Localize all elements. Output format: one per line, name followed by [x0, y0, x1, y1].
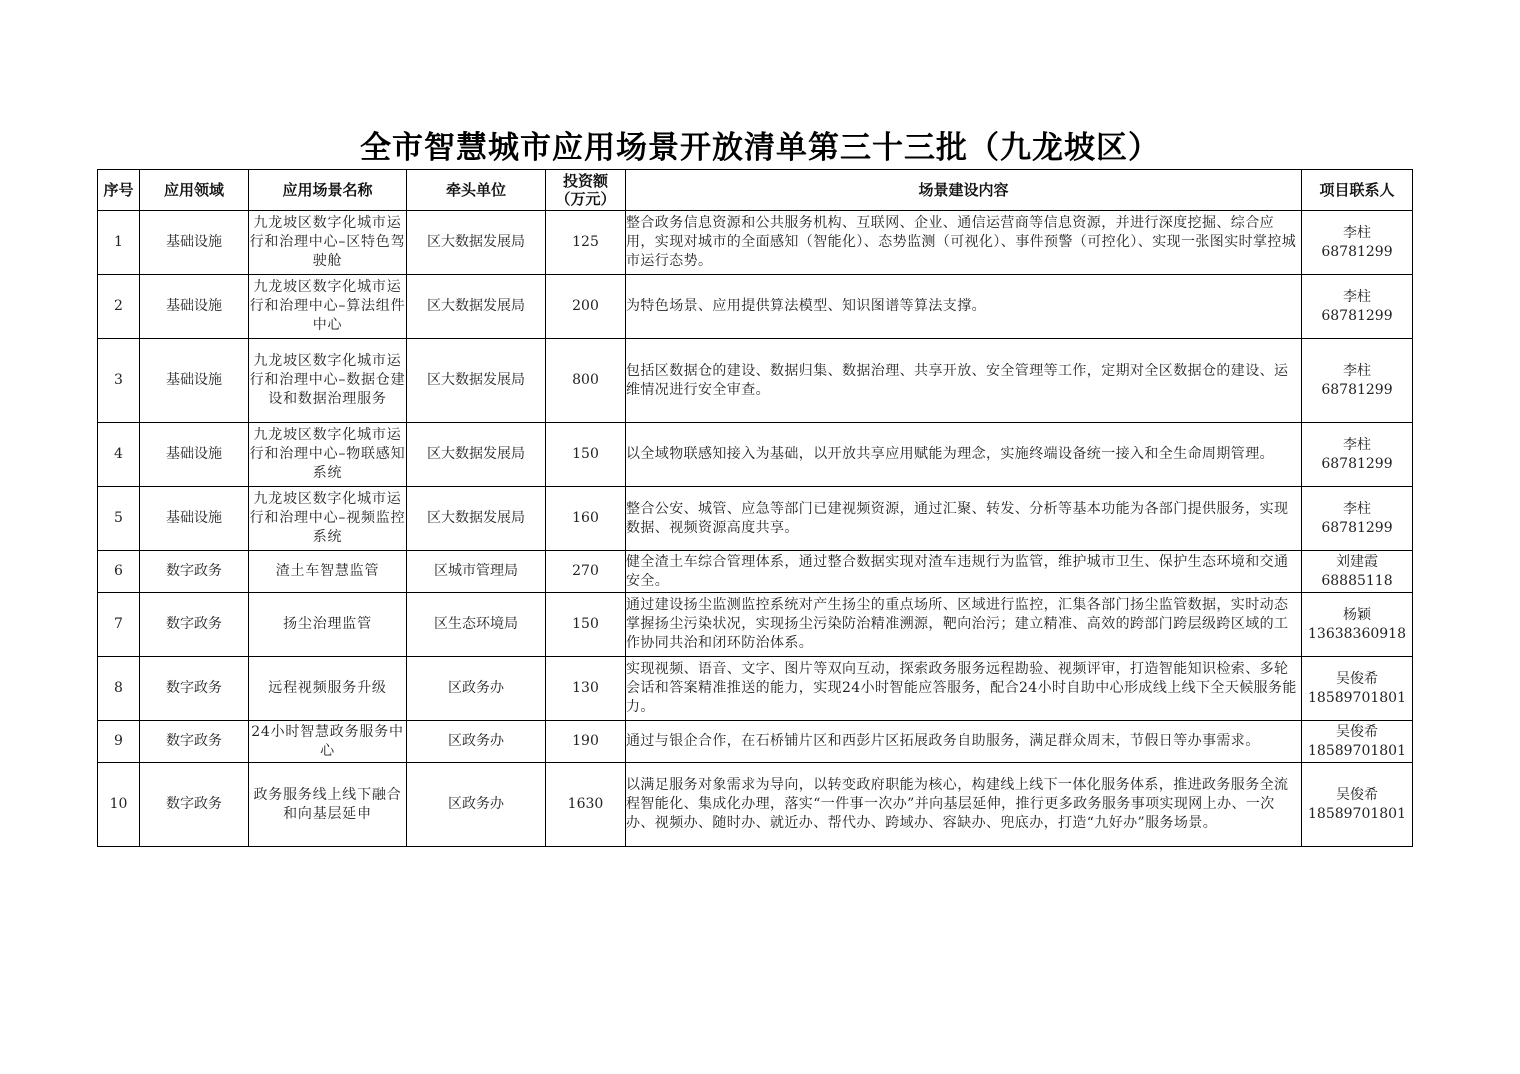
row-content: 通过建设扬尘监测监控系统对产生扬尘的重点场所、区域进行监控，汇集各部门扬尘监管数据，实时动态掌握扬尘污染状况，实现扬尘污染防治精准溯源，靶向治污；建立精准、高效的跨部门跨层级跨区域的工作协同共治和闭环防治体系。 [626, 593, 1302, 657]
contact-phone: 68885118 [1321, 572, 1393, 589]
contact-name: 李柱 [1343, 224, 1371, 241]
row-scene-name: 扬尘治理监管 [249, 593, 407, 657]
row-scene-name: 九龙坡区数字化城市运行和治理中心–数据仓建设和数据治理服务 [249, 339, 407, 423]
header-content: 场景建设内容 [626, 170, 1302, 211]
header-scene-name: 应用场景名称 [249, 170, 407, 211]
row-content: 以全域物联感知接入为基础，以开放共享应用赋能为理念，实施终端设备统一接入和全生命周期管理。 [626, 423, 1302, 487]
table-row [98, 657, 1413, 721]
row-investment: 190 [546, 721, 626, 763]
contact-name: 吴俊希 [1336, 670, 1378, 687]
header-investment [546, 170, 626, 211]
table-row [98, 721, 1413, 763]
row-lead-unit: 区大数据发展局 [407, 275, 546, 339]
row-index: 4 [98, 423, 140, 487]
row-contact [1302, 593, 1413, 657]
table-row [98, 339, 1413, 423]
row-content: 健全渣土车综合管理体系，通过整合数据实现对渣车违规行为监管，维护城市卫生、保护生态环境和交通安全。 [626, 551, 1302, 593]
row-investment: 150 [546, 593, 626, 657]
row-scene-name: 九龙坡区数字化城市运行和治理中心–区特色驾驶舱 [249, 211, 407, 275]
contact-phone: 18589701801 [1308, 689, 1406, 706]
row-investment: 130 [546, 657, 626, 721]
table-header-row [98, 170, 1413, 211]
row-index: 2 [98, 275, 140, 339]
contact-phone: 68781299 [1321, 455, 1393, 472]
row-scene-name: 九龙坡区数字化城市运行和治理中心–算法组件中心 [249, 275, 407, 339]
row-lead-unit: 区政务办 [407, 657, 546, 721]
row-investment: 270 [546, 551, 626, 593]
row-lead-unit: 区大数据发展局 [407, 423, 546, 487]
row-investment: 150 [546, 423, 626, 487]
row-domain: 基础设施 [140, 275, 249, 339]
row-domain: 基础设施 [140, 339, 249, 423]
contact-phone: 18589701801 [1308, 805, 1406, 822]
row-index: 3 [98, 339, 140, 423]
row-index: 9 [98, 721, 140, 763]
row-domain: 基础设施 [140, 423, 249, 487]
contact-name: 刘建霞 [1336, 553, 1378, 570]
row-content: 整合政务信息资源和公共服务机构、互联网、企业、通信运营商等信息资源，并进行深度挖掘、综合应用，实现对城市的全面感知（智能化）、态势监测（可视化）、事件预警（可控化）、实现一张图实时掌控城市运行态势。 [626, 211, 1302, 275]
contact-name: 杨颖 [1343, 606, 1371, 623]
row-index: 1 [98, 211, 140, 275]
row-lead-unit: 区政务办 [407, 721, 546, 763]
row-content: 以满足服务对象需求为导向，以转变政府职能为核心，构建线上线下一体化服务体系，推进政务服务全流程智能化、集成化办理，落实“一件事一次办”并向基层延伸，推行更多政务服务事项实现网上办、一次办、视频办、随时办、就近办、帮代办、跨域办、容缺办、兜底办，打造“九好办”服务场景。 [626, 763, 1302, 847]
row-content: 包括区数据仓的建设、数据归集、数据治理、共享开放、安全管理等工作，定期对全区数据仓的建设、运维情况进行安全审查。 [626, 339, 1302, 423]
row-contact [1302, 721, 1413, 763]
row-domain: 数字政务 [140, 657, 249, 721]
table-row [98, 275, 1413, 339]
row-scene-name: 24小时智慧政务服务中心 [249, 721, 407, 763]
row-investment: 800 [546, 339, 626, 423]
table-row [98, 487, 1413, 551]
row-contact [1302, 423, 1413, 487]
header-index: 序号 [98, 170, 140, 211]
row-investment: 1630 [546, 763, 626, 847]
row-domain: 数字政务 [140, 721, 249, 763]
table-row [98, 763, 1413, 847]
row-domain: 基础设施 [140, 211, 249, 275]
row-scene-name: 远程视频服务升级 [249, 657, 407, 721]
row-scene-name: 渣土车智慧监管 [249, 551, 407, 593]
row-domain: 数字政务 [140, 593, 249, 657]
contact-name: 李柱 [1343, 436, 1371, 453]
row-lead-unit: 区政务办 [407, 763, 546, 847]
row-investment: 200 [546, 275, 626, 339]
row-contact [1302, 763, 1413, 847]
row-lead-unit: 区城市管理局 [407, 551, 546, 593]
contact-name: 李柱 [1343, 362, 1371, 379]
row-lead-unit: 区大数据发展局 [407, 487, 546, 551]
header-domain: 应用领域 [140, 170, 249, 211]
row-index: 5 [98, 487, 140, 551]
row-scene-name: 九龙坡区数字化城市运行和治理中心–物联感知系统 [249, 423, 407, 487]
row-index: 10 [98, 763, 140, 847]
contact-phone: 18589701801 [1308, 742, 1406, 759]
row-content: 实现视频、语音、文字、图片等双向互动，探索政务服务远程勘验、视频评审，打造智能知识检索、多轮会话和答案精准推送的能力，实现24小时智能应答服务，配合24小时自助中心形成线上线下全天候服务能力。 [626, 657, 1302, 721]
contact-name: 李柱 [1343, 288, 1371, 305]
row-investment: 160 [546, 487, 626, 551]
row-contact [1302, 551, 1413, 593]
header-contact: 项目联系人 [1302, 170, 1413, 211]
row-lead-unit: 区大数据发展局 [407, 211, 546, 275]
row-scene-name: 政务服务线上线下融合和向基层延申 [249, 763, 407, 847]
contact-name: 吴俊希 [1336, 723, 1378, 740]
row-content: 整合公安、城管、应急等部门已建视频资源，通过汇聚、转发、分析等基本功能为各部门提供服务，实现数据、视频资源高度共享。 [626, 487, 1302, 551]
row-lead-unit: 区大数据发展局 [407, 339, 546, 423]
row-investment: 125 [546, 211, 626, 275]
header-investment-line1: 投资额 [562, 172, 608, 190]
table-row [98, 593, 1413, 657]
row-contact [1302, 487, 1413, 551]
table-row [98, 423, 1413, 487]
row-index: 8 [98, 657, 140, 721]
contact-phone: 68781299 [1321, 381, 1393, 398]
row-contact [1302, 657, 1413, 721]
contact-phone: 68781299 [1321, 243, 1393, 260]
contact-phone: 13638360918 [1308, 625, 1406, 642]
row-contact [1302, 339, 1413, 423]
row-domain: 数字政务 [140, 551, 249, 593]
row-content: 通过与银企合作，在石桥铺片区和西彭片区拓展政务自助服务，满足群众周末，节假日等办事需求。 [626, 721, 1302, 763]
row-contact [1302, 275, 1413, 339]
table-row [98, 551, 1413, 593]
contact-name: 吴俊希 [1336, 786, 1378, 803]
scenario-list-table [97, 169, 1413, 847]
row-content: 为特色场景、应用提供算法模型、知识图谱等算法支撑。 [626, 275, 1302, 339]
contact-phone: 68781299 [1321, 307, 1393, 324]
row-index: 6 [98, 551, 140, 593]
contact-phone: 68781299 [1321, 519, 1393, 536]
header-lead-unit: 牵头单位 [407, 170, 546, 211]
row-contact [1302, 211, 1413, 275]
row-lead-unit: 区生态环境局 [407, 593, 546, 657]
row-domain: 数字政务 [140, 763, 249, 847]
contact-name: 李柱 [1343, 500, 1371, 517]
header-investment-line2: （万元） [555, 190, 616, 208]
table-row [98, 211, 1413, 275]
row-index: 7 [98, 593, 140, 657]
row-domain: 基础设施 [140, 487, 249, 551]
row-scene-name: 九龙坡区数字化城市运行和治理中心–视频监控系统 [249, 487, 407, 551]
document-title: 全市智慧城市应用场景开放清单第三十三批（九龙坡区） [360, 130, 1160, 166]
